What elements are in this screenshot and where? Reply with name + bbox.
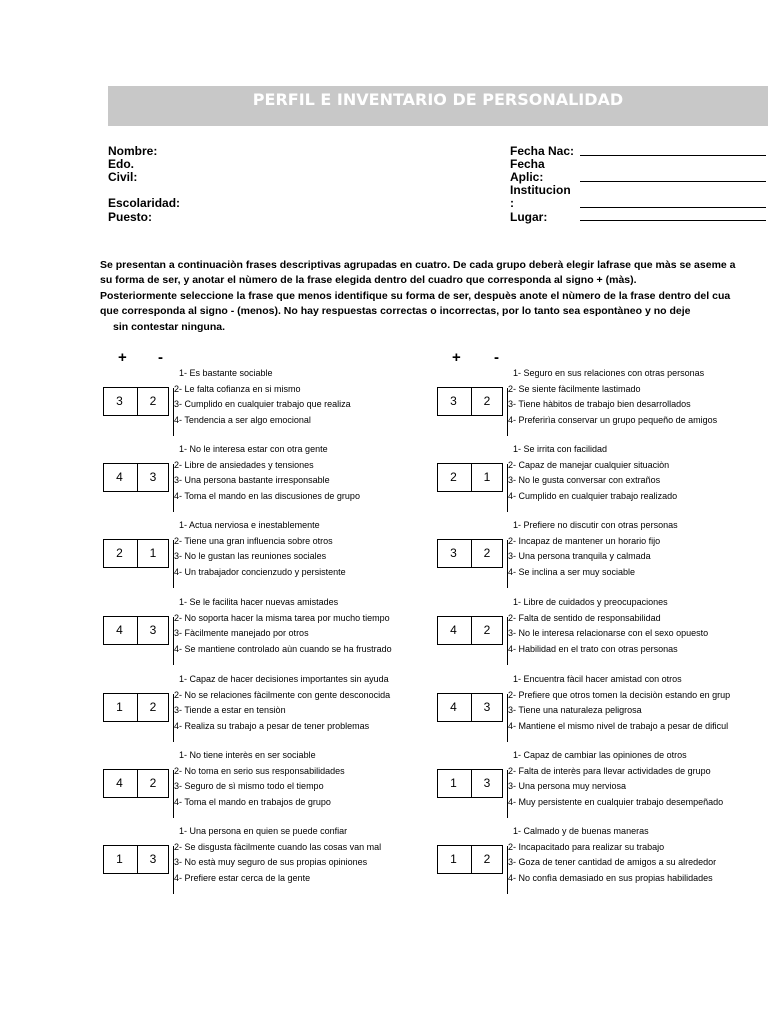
- minus-answer[interactable]: 2: [483, 852, 491, 866]
- minus-answer[interactable]: 2: [149, 776, 157, 790]
- statement-item: 1- Seguro en sus relaciones con otras personas: [513, 368, 705, 378]
- instructions-line-3: Posteriormente seleccione la frase que menos identifique su forma de ser, despuès anote el nùmero de la frase dentro del cua: [100, 290, 731, 302]
- minus-answer[interactable]: 1: [149, 546, 157, 560]
- items-bracket: [507, 464, 512, 512]
- statement-item: 1- Se irrita con facilidad: [513, 444, 608, 454]
- plus-answer[interactable]: 3: [450, 546, 457, 560]
- statement-item: 2- Falta de interès para llevar actividades de grupo: [508, 766, 711, 776]
- minus-header-left: -: [158, 349, 163, 366]
- plus-header-left: +: [118, 349, 127, 366]
- fecha-aplic-field[interactable]: [580, 181, 766, 182]
- statement-item: 2- No soporta hacer la misma tarea por mucho tiempo: [174, 613, 390, 623]
- statement-item: 3- Una persona tranquila y calmada: [508, 551, 651, 561]
- statement-item: 1- No tiene interès en ser sociable: [179, 750, 316, 760]
- statement-item: 2- Prefiere que otros tomen la decisiòn estando en grup: [508, 690, 731, 700]
- plus-answer[interactable]: 1: [450, 776, 457, 790]
- minus-answer[interactable]: 3: [149, 852, 157, 866]
- question-group-left-2: [103, 444, 433, 521]
- statement-item: 3- Una persona bastante irresponsable: [174, 475, 330, 485]
- label-edo: Edo.: [108, 157, 134, 171]
- statement-item: 3- No està muy seguro de sus propias opiniones: [174, 857, 368, 867]
- items-bracket: [173, 388, 178, 436]
- label-aplic: Aplic:: [510, 170, 544, 184]
- question-group-right-3: [437, 520, 767, 597]
- plus-answer[interactable]: 4: [116, 470, 123, 484]
- statement-item: 2- Tiene una gran influencia sobre otros: [174, 536, 333, 546]
- plus-answer[interactable]: 3: [116, 394, 123, 408]
- statement-item: 3- Seguro de sì mismo todo el tiempo: [174, 781, 324, 791]
- statement-item: 2- Libre de ansiedades y tensiones: [174, 460, 314, 470]
- items-bracket: [507, 540, 512, 588]
- label-civil: Civil:: [108, 170, 138, 184]
- instructions-line-5: sin contestar ninguna.: [113, 321, 226, 333]
- minus-answer[interactable]: 3: [483, 776, 491, 790]
- statement-item: 3- Tiende a estar en tensiòn: [174, 705, 286, 715]
- items-bracket: [173, 846, 178, 894]
- label-lugar: Lugar:: [510, 210, 548, 224]
- statement-item: 3- Una persona muy nerviosa: [508, 781, 627, 791]
- statement-item: 4- Preferirìa conservar un grupo pequeño de amigos: [508, 415, 718, 425]
- question-group-left-1: [103, 368, 433, 445]
- instructions-line-2: su forma de ser, y anotar el nùmero de la frase elegida dentro del cuadro que corresponda al signo + (màs).: [100, 274, 637, 286]
- minus-answer[interactable]: 3: [483, 700, 491, 714]
- statement-item: 4- Tendencia a ser algo emocional: [174, 415, 311, 425]
- items-bracket: [173, 770, 178, 818]
- question-group-left-5: [103, 674, 433, 751]
- question-group-right-6: [437, 750, 767, 827]
- statement-item: 3- Cumplido en cualquier trabajo que realiza: [174, 399, 351, 409]
- plus-answer[interactable]: 2: [450, 470, 457, 484]
- items-bracket: [173, 464, 178, 512]
- statement-item: 3- Goza de tener cantidad de amigos a su alrededor: [508, 857, 717, 867]
- statement-item: 4- Se mantiene controlado aùn cuando se ha frustrado: [174, 644, 392, 654]
- statement-item: 4- Prefiere estar cerca de la gente: [174, 873, 311, 883]
- statement-item: 4- Muy persistente en cualquier trabajo desempeñado: [508, 797, 724, 807]
- plus-header-right: +: [452, 349, 461, 366]
- question-group-right-4: [437, 597, 767, 674]
- label-institucion-colon: :: [510, 196, 514, 210]
- plus-answer[interactable]: 4: [450, 623, 457, 637]
- statement-item: 1- Capaz de cambiar las opiniones de otros: [513, 750, 687, 760]
- label-puesto: Puesto:: [108, 210, 153, 224]
- statement-item: 2- No se relaciones fàcilmente con gente desconocida: [174, 690, 391, 700]
- statement-item: 3- No le interesa relacionarse con el sexo opuesto: [508, 628, 709, 638]
- plus-answer[interactable]: 1: [450, 852, 457, 866]
- statement-item: 4- Cumplido en cualquier trabajo realizado: [508, 491, 678, 501]
- statement-item: 2- Incapacitado para realizar su trabajo: [508, 842, 665, 852]
- items-bracket: [173, 540, 178, 588]
- statement-item: 4- Mantiene el mismo nivel de trabajo a pesar de dificul: [508, 721, 729, 731]
- label-institucion: Institucion: [510, 183, 571, 197]
- question-group-left-6: [103, 750, 433, 827]
- statement-item: 2- Se siente fàcilmente lastimado: [508, 384, 641, 394]
- statement-item: 2- Se disgusta fàcilmente cuando las cosas van mal: [174, 842, 382, 852]
- items-bracket: [507, 617, 512, 665]
- label-nombre: Nombre:: [108, 144, 158, 158]
- statement-item: 3- No le gustan las reuniones sociales: [174, 551, 327, 561]
- label-escolaridad: Escolaridad:: [108, 196, 181, 210]
- minus-answer[interactable]: 2: [483, 394, 491, 408]
- plus-answer[interactable]: 2: [116, 546, 123, 560]
- statement-item: 3- Fàcilmente manejado por otros: [174, 628, 309, 638]
- statement-item: 2- Incapaz de mantener un horario fijo: [508, 536, 661, 546]
- statement-item: 2- Le falta cofianza en si mismo: [174, 384, 301, 394]
- statement-item: 2- Falta de sentido de responsabilidad: [508, 613, 661, 623]
- instructions-line-4: que corresponda al signo - (menos). No hay respuestas correctas o incorrectas, por lo tanto sea espontàneo y no deje: [100, 305, 691, 317]
- statement-item: 4- Un trabajador concienzudo y persistente: [174, 567, 346, 577]
- statement-item: 2- No toma en serio sus responsabilidades: [174, 766, 345, 776]
- question-group-right-1: [437, 368, 767, 445]
- minus-answer[interactable]: 2: [149, 394, 157, 408]
- statement-item: 4- No confìa demasiado en sus propias habilidades: [508, 873, 713, 883]
- question-group-left-4: [103, 597, 433, 674]
- instructions-line-1: Se presentan a continuaciòn frases descriptivas agrupadas en cuatro. De cada grupo deberà elegir lafrase que màs se aseme a: [100, 259, 736, 271]
- statement-item: 3- No le gusta conversar con extraños: [508, 475, 661, 485]
- fecha-nac-field[interactable]: [580, 155, 766, 156]
- statement-item: 2- Capaz de manejar cualquier situaciòn: [508, 460, 670, 470]
- plus-answer[interactable]: 3: [450, 394, 457, 408]
- statement-item: 3- Tiene una naturaleza peligrosa: [508, 705, 642, 715]
- items-bracket: [507, 846, 512, 894]
- statement-item: 4- Realiza su trabajo a pesar de tener problemas: [174, 721, 370, 731]
- lugar-field[interactable]: [580, 220, 766, 221]
- label-fecha-nac: Fecha Nac:: [510, 144, 575, 158]
- plus-answer[interactable]: 4: [116, 776, 123, 790]
- statement-item: 1- Calmado y de buenas maneras: [513, 826, 649, 836]
- statement-item: 1- Encuentra fàcil hacer amistad con otros: [513, 674, 682, 684]
- question-group-left-7: [103, 826, 433, 903]
- institucion-field[interactable]: [580, 207, 766, 208]
- statement-item: 1- No le interesa estar con otra gente: [179, 444, 328, 454]
- minus-answer[interactable]: 3: [149, 470, 157, 484]
- statement-item: 1- Se le facilita hacer nuevas amistades: [179, 597, 339, 607]
- plus-answer[interactable]: 4: [116, 623, 123, 637]
- question-group-left-3: [103, 520, 433, 597]
- statement-item: 1- Prefiere no discutir con otras personas: [513, 520, 678, 530]
- minus-answer[interactable]: 1: [483, 470, 491, 484]
- plus-answer[interactable]: 1: [116, 852, 123, 866]
- statement-item: 1- Libre de cuidados y preocupaciones: [513, 597, 668, 607]
- minus-answer[interactable]: 2: [483, 546, 491, 560]
- items-bracket: [173, 694, 178, 742]
- minus-answer[interactable]: 3: [149, 623, 157, 637]
- statement-item: 4- Toma el mando en las discusiones de grupo: [174, 491, 360, 501]
- question-group-right-5: [437, 674, 767, 751]
- items-bracket: [507, 388, 512, 436]
- question-group-right-2: [437, 444, 767, 521]
- plus-answer[interactable]: 4: [450, 700, 457, 714]
- statement-item: 1- Es bastante sociable: [179, 368, 273, 378]
- label-fecha: Fecha: [510, 157, 545, 171]
- statement-item: 1- Capaz de hacer decisiones importantes sin ayuda: [179, 674, 389, 684]
- minus-header-right: -: [494, 349, 499, 366]
- question-group-right-7: [437, 826, 767, 903]
- page-title: PERFIL E INVENTARIO DE PERSONALIDAD: [252, 90, 624, 109]
- statement-item: 4- Habilidad en el trato con otras personas: [508, 644, 678, 654]
- title-bar: [108, 86, 768, 126]
- statement-item: 1- Actua nerviosa e inestablemente: [179, 520, 320, 530]
- statement-item: 3- Tiene hàbitos de trabajo bien desarrollados: [508, 399, 691, 409]
- statement-item: 1- Una persona en quien se puede confiar: [179, 826, 348, 836]
- statement-item: 4- Se inclina a ser muy sociable: [508, 567, 636, 577]
- items-bracket: [507, 770, 512, 818]
- statement-item: 4- Toma el mando en trabajos de grupo: [174, 797, 331, 807]
- items-bracket: [507, 694, 512, 742]
- minus-answer[interactable]: 2: [483, 623, 491, 637]
- items-bracket: [173, 617, 178, 665]
- minus-answer[interactable]: 2: [149, 700, 157, 714]
- plus-answer[interactable]: 1: [116, 700, 123, 714]
